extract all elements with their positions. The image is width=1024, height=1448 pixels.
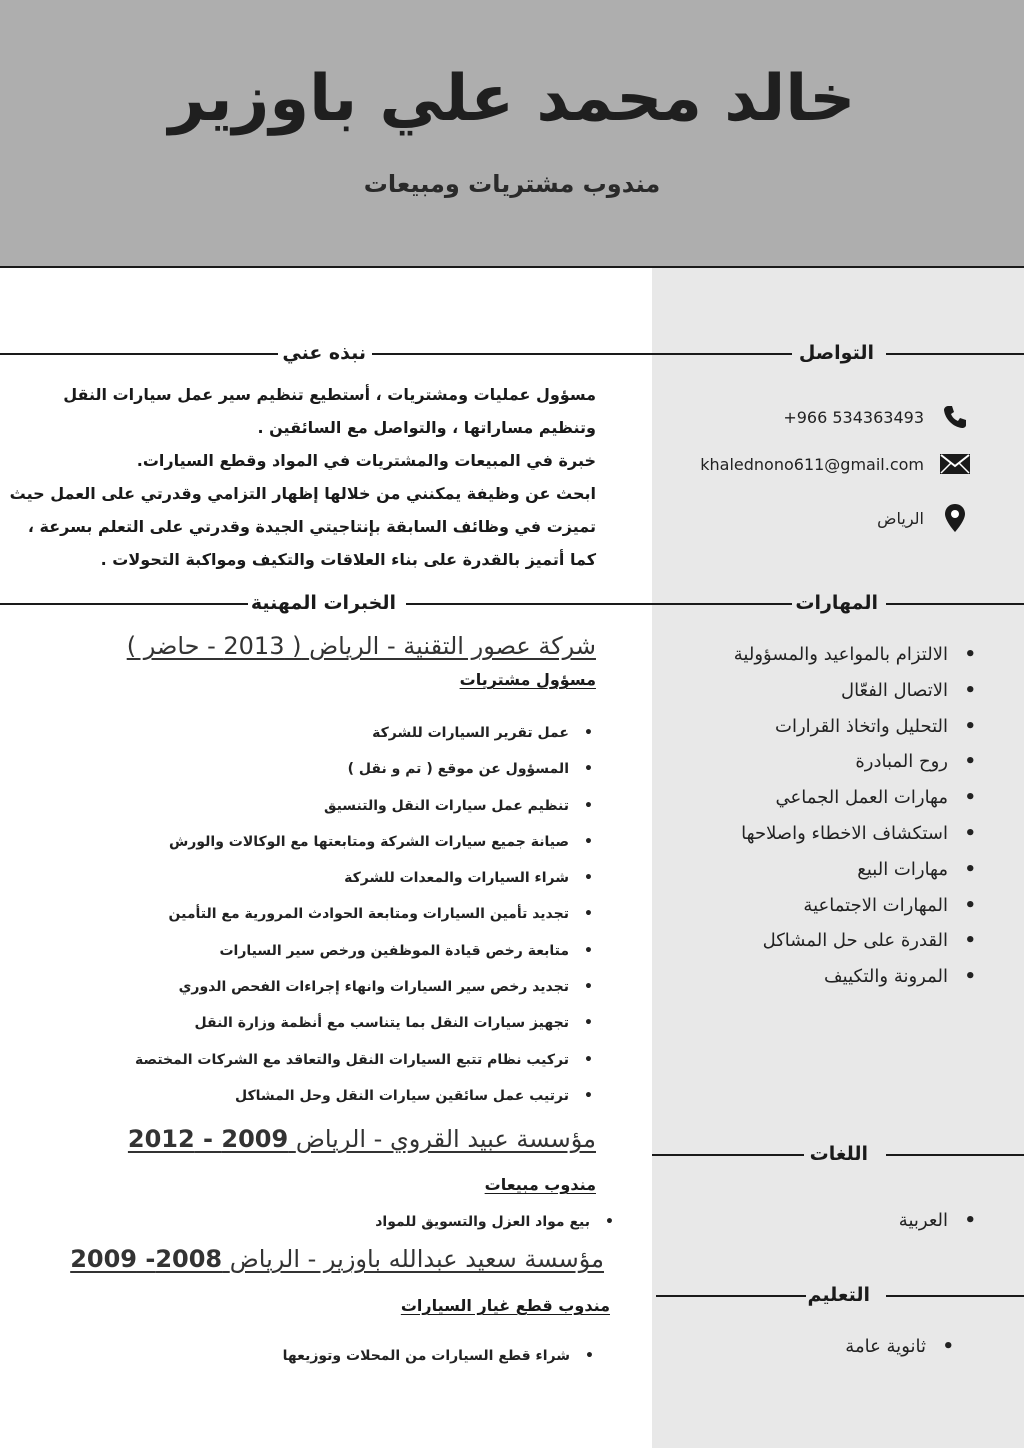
envelope-icon [938,449,972,479]
languages-list [899,1206,948,1236]
skill-item: • الاتصال الفعّال [734,673,948,709]
company-name [70,1245,604,1273]
about-line: كما أتميز بالقدرة على بناء العلاقات والتكيف ومواكبة التحولات . [100,550,596,569]
job-tasks-list [135,715,569,1114]
language-item: • العربية [899,1206,948,1236]
about-line: مسؤول عمليات ومشتريات ، أستطيع تنظيم سير عمل سيارات النقل [63,385,596,404]
skill-item: • مهارات البيع [734,852,948,888]
company-name [128,1125,596,1153]
about-line: وتنظيم مساراتها ، والتواصل مع السائقين . [257,418,596,437]
skill-item: • مهارات العمل الجماعي [734,780,948,816]
email-address[interactable]: khalednono611@gmail.com [700,454,924,474]
about-text [10,378,596,576]
skills-heading: المهارات [795,592,878,614]
task-item: • تجهيز سيارات النقل بما يتناسب مع أنظمة وزارة النقل [135,1005,569,1041]
contact-section-heading [652,338,1024,368]
languages-section-heading [652,1139,1024,1169]
job-role: مسؤول مشتريات [459,670,596,689]
about-line: تميزت في وظائف السابقة بإنتاجيتي الجيدة وقدرتي على التعلم بسرعة ، [27,517,596,536]
education-list [845,1332,926,1362]
task-item: • متابعة رخص قيادة الموظفين ورخص سير السيارات [135,933,569,969]
job-role: مندوب قطع غيار السيارات [400,1296,610,1315]
task-item: • صيانة جميع سيارات الشركة ومتابعتها مع الوكالات والورش [135,824,569,860]
company-name [127,632,596,660]
experience-heading: الخبرات المهنية [250,592,396,614]
about-section-heading [0,338,652,368]
location-pin-icon [938,503,972,533]
task-item: • ترتيب عمل سائقين سيارات النقل وحل المشاكل [135,1078,569,1114]
skill-item: • المهارات الاجتماعية [734,888,948,924]
education-section-heading [652,1280,1024,1310]
phone-row [783,402,972,432]
task-item: • المسؤول عن موقع ( تم و نقل ) [135,751,569,787]
job-title: مندوب مشتريات ومبيعات [363,170,661,198]
header-banner [0,0,1024,268]
skills-list [734,637,948,995]
skills-section-heading [652,588,1024,618]
phone-number[interactable]: +966 534363493 [783,407,924,427]
education-heading: التعليم [807,1284,870,1306]
task-item: • تركيب نظام تتبع السيارات النقل والتعاقد مع الشركات المختصة [135,1042,569,1078]
about-heading: نبذه عني [282,342,366,364]
education-item: • ثانوية عامة [845,1332,926,1362]
candidate-name: خالد محمد علي باوزير [168,62,856,136]
task-item: • تجديد تأمين السيارات ومتابعة الحوادث المرورية مع التأمين [135,896,569,932]
skill-item: • الالتزام بالمواعيد والمسؤولية [734,637,948,673]
company-title: مؤسسة سعيد عبدالله باوزير - الرياض [229,1245,604,1273]
company-title: مؤسسة عبيد القروي - الرياض [295,1125,596,1153]
skill-item: • روح المبادرة [734,744,948,780]
skill-item: • استكشاف الاخطاء واصلاحها [734,816,948,852]
email-row [700,449,972,479]
location-text: الرياض [877,508,924,528]
location-row [877,503,972,533]
task-item: • عمل تقرير السيارات للشركة [135,715,569,751]
skill-item: • المرونة والتكييف [734,959,948,995]
contact-heading: التواصل [798,342,874,364]
skill-item: • التحليل واتخاذ القرارات [734,709,948,745]
task-item: • تنظيم عمل سيارات النقل والتنسيق [135,788,569,824]
company-title: شركة عصور التقنية - الرياض [309,632,596,660]
experience-section-heading [0,588,652,618]
skill-item: • القدرة على حل المشاكل [734,923,948,959]
task-item: • تجديد رخص سير السيارات وانهاء إجراءات الفحص الدوري [135,969,569,1005]
job-tasks-list [283,1343,570,1369]
about-line: خبرة في المبيعات والمشتريات في المواد وقطع السيارات. [136,451,596,470]
task-item: • شراء السيارات والمعدات للشركة [135,860,569,896]
about-line: ابحث عن وظيفة يمكنني من خلالها إظهار التزامي وقدرتي على العمل حيث [9,484,596,503]
job-role: مندوب مبيعات [484,1175,596,1194]
phone-icon [938,402,972,432]
company-period: ( 2013 - حاضر ) [126,632,302,660]
task-item: • بيع مواد العزل والتسويق للمواد [375,1209,590,1235]
company-period: 2008- 2009 [70,1245,223,1273]
company-period: 2009 - 2012 [127,1125,289,1153]
languages-heading: اللغات [809,1143,868,1165]
task-item: • شراء قطع السيارات من المحلات وتوزيعها [283,1343,570,1369]
job-tasks-list [375,1209,590,1235]
